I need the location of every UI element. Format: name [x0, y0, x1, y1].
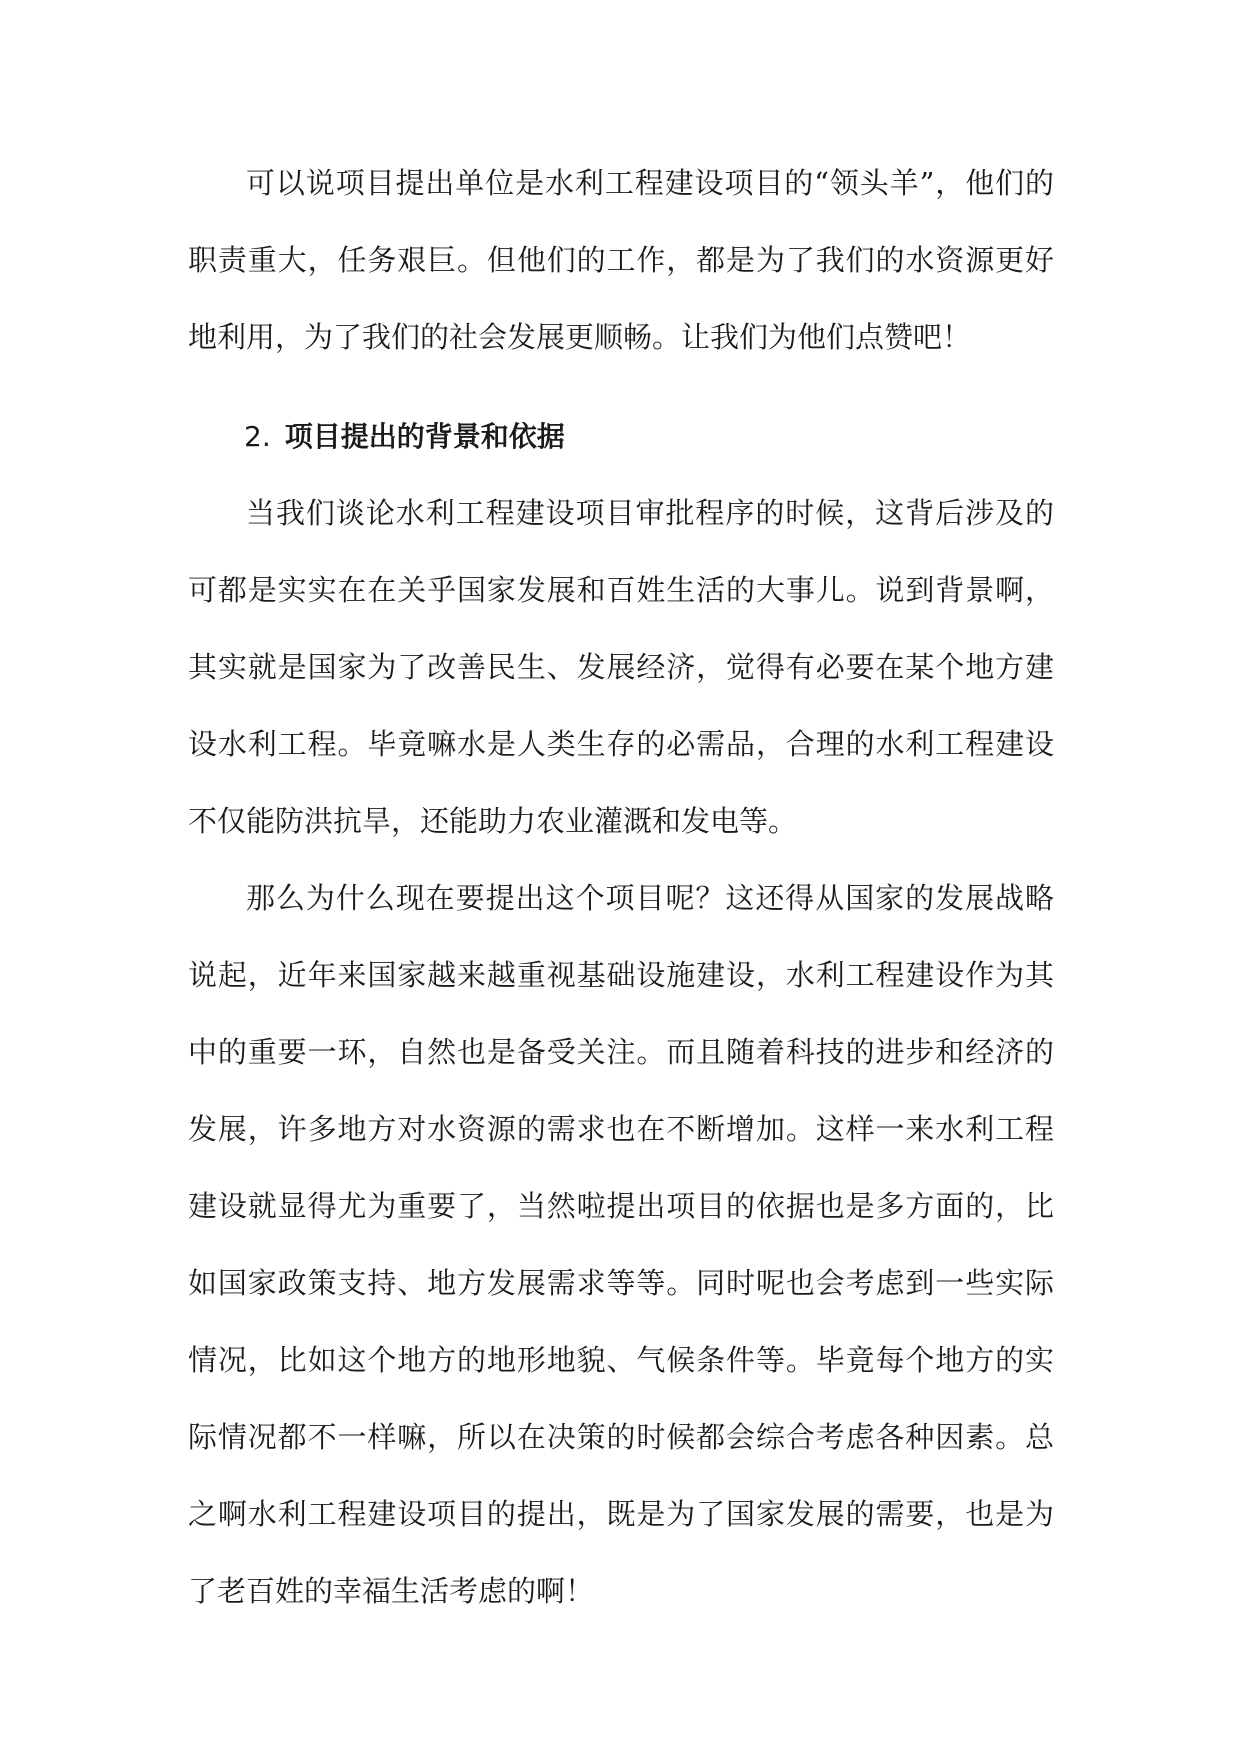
paragraph-intro: 可以说项目提出单位是水利工程建设项目的“领头羊”，他们的职责重大，任务艰巨。但他们的工作，都是为了我们的水资源更好地利用，为了我们的社会发展更顺畅。让我们为他们点赞吧！	[188, 166, 1054, 354]
paragraph-basis: 那么为什么现在要提出这个项目呢？这还得从国家的发展战略说起，近年来国家越来越重视基础设施建设，水利工程建设作为其中的重要一环，自然也是备受关注。而且随着科技的进步和经济的发展，许多地方对水资源的需求也在不断增加。这样一来水利工程建设就显得尤为重要了，当然啦提出项目的依据也是多方面的，比如国家政策支持、地方发展需求等等。同时呢也会考虑到一些实际情况，比如这个地方的地形地貌、气候条件等。毕竟每个地方的实际情况都不一样嘛，所以在决策的时候都会综合考虑各种因素。总之啊水利工程建设项目的提出，既是为了国家发展的需要，也是为了老百姓的幸福生活考虑的啊！	[188, 881, 1054, 1608]
section-title: 项目提出的背景和依据	[284, 420, 565, 453]
document-body	[188, 145, 1054, 1630]
section-heading	[188, 398, 1054, 475]
section-number: 2.	[244, 420, 271, 453]
paragraph-background: 当我们谈论水利工程建设项目审批程序的时候，这背后涉及的可都是实实在在关乎国家发展和百姓生活的大事儿。说到背景啊，其实就是国家为了改善民生、发展经济，觉得有必要在某个地方建设水利工程。毕竟嘛水是人类生存的必需品，合理的水利工程建设不仅能防洪抗旱，还能助力农业灌溉和发电等。	[188, 496, 1054, 838]
